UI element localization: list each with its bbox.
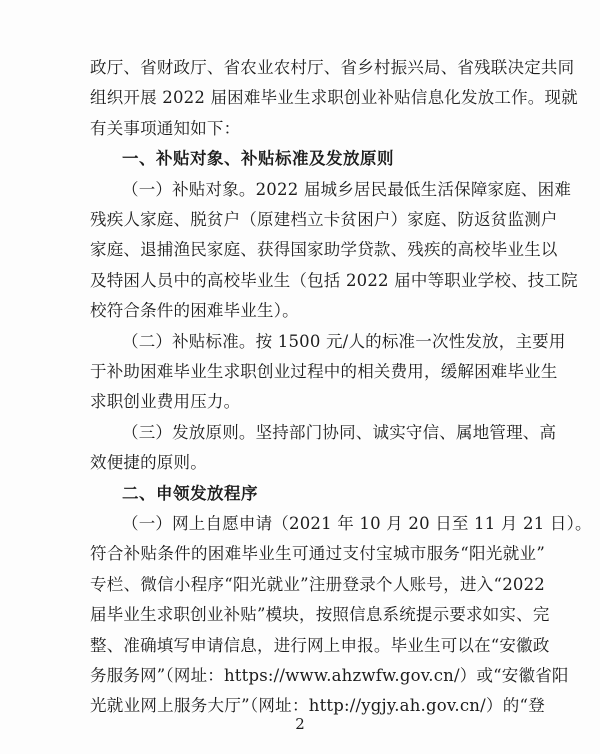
body-line: 组织开展 2022 届困难毕业生求职创业补贴信息化发放工作。现就 xyxy=(90,88,578,108)
body-line: 校符合条件的困难毕业生）。 xyxy=(90,301,299,321)
body-line: （一）补贴对象。2022 届城乡居民最低生活保障家庭、困难 xyxy=(122,179,572,199)
body-line: 符合补贴条件的困难毕业生可通过支付宝城市服务“阳光就业” xyxy=(90,544,545,564)
section-heading-1: 一、补贴对象、补贴标准及发放原则 xyxy=(122,149,394,169)
body-line: 政厅、省财政厅、省农业农村厅、省乡村振兴局、省残联决定共同 xyxy=(90,58,575,77)
body-line: 效便捷的原则。 xyxy=(90,453,207,473)
page-number: 2 xyxy=(295,715,305,733)
body-line: （二）补贴标准。按 1500 元/人的标准一次性发放，主要用 xyxy=(122,331,566,351)
body-line: 于补助困难毕业生求职创业过程中的相关费用，缓解困难毕业生 xyxy=(90,362,558,381)
section-heading-2: 二、申领发放程序 xyxy=(122,483,258,503)
body-line: 求职创业费用压力。 xyxy=(90,392,241,412)
body-line: 有关事项通知如下： xyxy=(90,118,241,138)
body-line: 残疾人家庭、脱贫户（原建档立卡贫困户）家庭、防返贫监测户 xyxy=(90,210,558,229)
body-line: 光就业网上服务大厅”（网址：http://ygjy.ah.gov.cn/）的“登 xyxy=(90,696,545,716)
body-line: 专栏、微信小程序“阳光就业”注册登录个人账号，进入“2022 xyxy=(90,574,545,594)
body-line: 届毕业生求职创业补贴”模块，按照信息系统提示要求如实、完 xyxy=(90,605,550,625)
body-line: 务服务网”（网址：https://www.ahzwfw.gov.cn/）或“安徽省阳 xyxy=(90,666,569,685)
body-line: （三）发放原则。坚持部门协同、诚实守信、属地管理、高 xyxy=(122,422,557,442)
body-line: 及特困人员中的高校毕业生（包括 2022 届中等职业学校、技工院 xyxy=(90,270,578,290)
body-line: 家庭、退捕渔民家庭、获得国家助学贷款、残疾的高校毕业生以 xyxy=(90,240,558,260)
body-line: （一）网上自愿申请（2021 年 10 月 20 日至 11 月 21 日）。 xyxy=(122,514,592,533)
body-line: 整、准确填写申请信息，进行网上申报。毕业生可以在“安徽政 xyxy=(90,635,550,655)
